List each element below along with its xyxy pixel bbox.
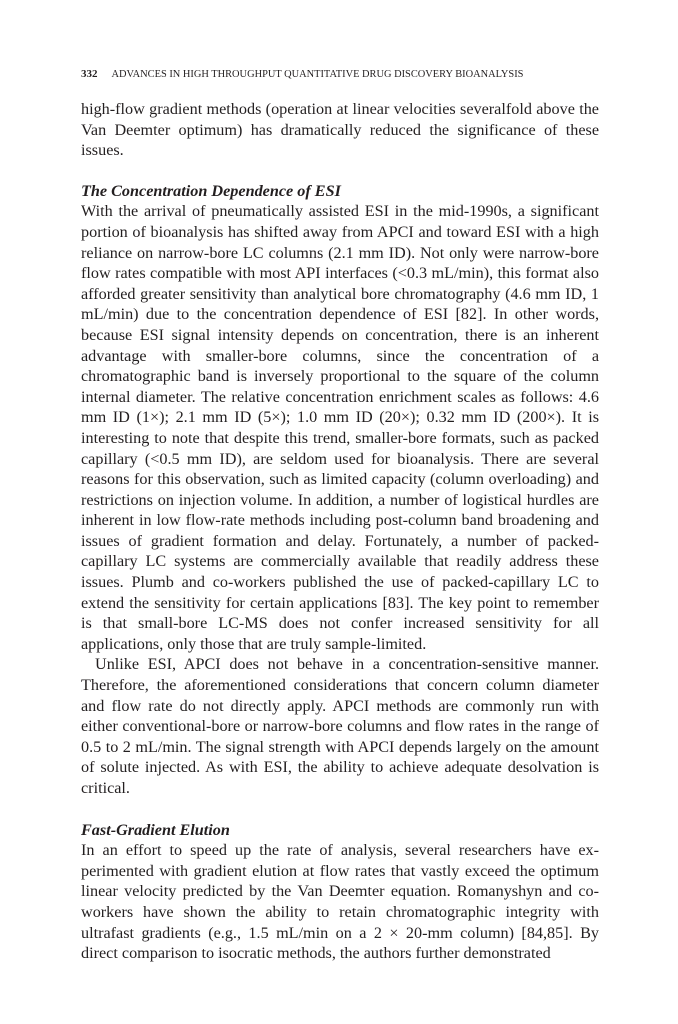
section-heading-esi: The Concentration Dependence of ESI	[81, 181, 341, 200]
intro-paragraph: high-flow gradient methods (operation at linear velocities severalfold above the Van Deemter optimum) has dramatically reduced the significance of these issues.	[81, 100, 599, 160]
esi-paragraph-1: With the arrival of pneumatically assisted ESI in the mid-1990s, a significant portion of bioanalysis has shifted away from APCI and toward ESI with a high reliance on narrow-bore LC columns (2.1 mm ID). Not only were narrow-bore flow rates compatible with most API interfaces (<0.3 mL/min), this format also afforded greater sensitivity than analytical bore chromatography (4.6 mm ID, 1 mL/min) due to the concentration dependence of ESI [82]. In other words, because ESI signal intensity depends on concentration, there is an inherent advantage with smaller-bore columns, since the concentration of a chromatographic band is inversely proportional to the square of the column internal diameter. The relative concentration enrichment scales as follows: 4.6 mm ID (1×); 2.1 mm ID (5×); 1.0 mm ID (20×); 0.32 mm ID (200×). It is interesting to note that despite this trend, smaller-bore formats, such as packed capillary (<0.5 mm ID), are seldom used for bioanalysis. There are several reasons for this observation, such as limited capacity (column overloading) and restrictions on injection volume. In addition, a number of logistical hurdles are inherent in low flow-rate methods including post-column band broadening and issues of gradient formation and delay. Fortunately, a number of packed-capillary LC systems are commercially available that readily address these issues. Plumb and co-workers published the use of packed-capillary LC to extend the sensitivity for certain applications [83]. The key point to remember is that small-bore LC-MS does not confer increased sensitivity for all applications, only those that are truly sample-limited.	[81, 202, 599, 653]
running-head	[81, 66, 599, 82]
esi-paragraph-2: Unlike ESI, APCI does not behave in a concentration-sensitive manner. Therefore, the aforementioned considerations that concern column diameter and flow rate do not directly apply. APCI methods are commonly run with either conventional-bore or narrow-bore columns and flow rates in the range of 0.5 to 2 mL/min. The signal strength with APCI depends largely on the amount of solute injected. As with ESI, the ability to achieve adequate desolvation is critical.	[81, 655, 599, 797]
running-head-title: ADVANCES IN HIGH THROUGHPUT QUANTITATIVE DRUG DISCOVERY BIOANALYSIS	[111, 69, 524, 80]
section-heading-fast-gradient: Fast-Gradient Elution	[81, 820, 230, 839]
page-number: 332	[81, 68, 98, 80]
book-page	[81, 66, 599, 964]
fast-gradient-paragraph-1: In an effort to speed up the rate of analysis, several researchers have experimented with gradient elution at flow rates that vastly exceed the optimum linear velocity predicted by the Van Deemter equation. Romanyshyn and co-workers have shown the ability to retain chromatographic integrity with ultrafast gradients (e.g., 1.5 mL/min on a 2 × 20-mm column) [84,85]. By direct comparison to isocratic methods, the authors further demonstrated	[81, 841, 599, 963]
